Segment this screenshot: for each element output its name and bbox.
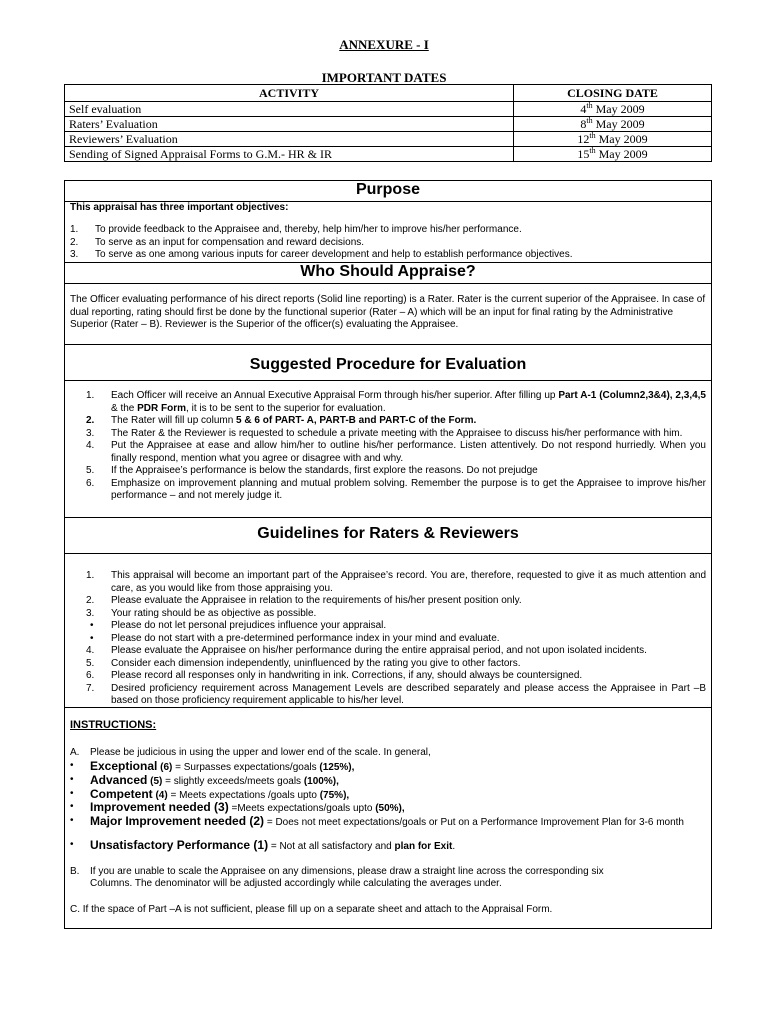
date-suffix: th (586, 101, 593, 110)
date-day: 15 (577, 147, 590, 161)
item-text (90, 801, 706, 815)
scale-label: Unsatisfactory Performance (90, 838, 251, 852)
table-row (65, 132, 712, 147)
bold-text: PDR Form (137, 402, 187, 414)
scale-desc: = slightly exceeds/meets goals (162, 776, 304, 787)
item-text: Please evaluate the Appraisee in relation to the requirements of his/her present position only. (111, 595, 522, 606)
item-text (111, 415, 706, 428)
item-text: Please do not start with a pre-determined performance index in your mind and evaluate. (111, 632, 500, 644)
list-item (86, 478, 706, 503)
item-text: Please evaluate the Appraisee on his/her performance during the entire appraisal period, and not upon isolated incidents. (111, 645, 647, 656)
list-item (86, 595, 706, 608)
closing-date-cell (514, 147, 712, 162)
item-text: Please be judicious in using the upper and lower end of the scale. In general, (90, 747, 431, 758)
list-item (86, 658, 706, 671)
activity-cell: Self evaluation (65, 102, 514, 117)
scale-item-exceptional (70, 760, 706, 774)
list-item (86, 440, 706, 465)
scale-label: Improvement needed (90, 800, 211, 814)
item-text (90, 839, 706, 853)
list-item (86, 608, 706, 621)
item-text: C. If the space of Part –A is not sufficient, please fill up on a separate sheet and attach to the Appraisal Form. (70, 904, 553, 915)
instruction-b (70, 866, 706, 878)
date-month-year: May 2009 (595, 132, 648, 146)
closing-date-header: CLOSING DATE (514, 85, 712, 102)
item-number: 1. (86, 570, 95, 581)
scale-desc: = Meets expectations /goals upto (167, 790, 320, 801)
item-text: To serve as one among various inputs for career development and help to establish performance objectives. (95, 249, 573, 260)
important-dates-title: IMPORTANT DATES (321, 70, 447, 85)
list-item (86, 415, 706, 428)
bold-text: Part A-1 (Column2,3&4), 2,3,4,5 (558, 390, 706, 401)
divider (64, 344, 712, 345)
list-item (86, 620, 706, 633)
bullet: • (70, 788, 74, 799)
item-text (111, 390, 706, 415)
table-header-row (65, 85, 712, 102)
date-day: 4 (580, 102, 587, 116)
instruction-a (70, 747, 706, 759)
scale-pct: plan for Exit (394, 841, 453, 852)
divider (64, 517, 712, 518)
item-number: 2. (86, 595, 95, 606)
item-text: The Rater & the Reviewer is requested to schedule a private meeting with the Appraisee to discuss his/her performance with him. (111, 427, 683, 439)
purpose-title: Purpose (355, 181, 420, 198)
scale-desc: = Not at all satisfactory and (268, 841, 395, 852)
item-text (90, 760, 706, 774)
scale-item-advanced (70, 774, 706, 788)
activity-cell: Raters’ Evaluation (65, 117, 514, 132)
date-suffix: th (589, 146, 596, 155)
closing-date-cell (514, 117, 712, 132)
list-item (86, 670, 706, 683)
date-suffix: th (589, 131, 596, 140)
item-text: To serve as an input for compensation and reward decisions. (95, 236, 365, 248)
scale-code: (6) (157, 762, 173, 773)
item-text: Emphasize on improvement planning and mutual problem solving. Remember the purpose is to get the Appraisee to improve his/her performance – and not merely judge it. (111, 477, 706, 501)
bullet: • (70, 801, 74, 812)
list-item (86, 428, 706, 441)
closing-date-cell (514, 102, 712, 117)
date-day: 12 (577, 132, 590, 146)
scale-label: Exceptional (90, 759, 158, 773)
text-part: The Rater will fill up column (111, 415, 237, 426)
bullet: • (90, 620, 94, 631)
text-part: & the (111, 402, 138, 414)
scale-desc: = Surpasses expectations/goals (172, 762, 320, 773)
table-row (65, 147, 712, 162)
item-text: Please do not let personal prejudices influence your appraisal. (111, 620, 387, 631)
list-item (86, 390, 706, 415)
item-text: If you are unable to scale the Appraisee on any dimensions, please draw a straight line across the corresponding six (90, 866, 604, 877)
list-item (86, 683, 706, 708)
text-part: Each Officer will receive an Annual Executive Appraisal Form through his/her superior. After filling up (111, 390, 559, 401)
bullet: • (90, 632, 94, 644)
procedure-list (86, 390, 706, 503)
divider (64, 553, 712, 554)
date-suffix: th (586, 116, 593, 125)
item-number: 4. (86, 440, 95, 451)
item-text: Consider each dimension independently, uninfluenced by the rating you give to other factors. (111, 657, 521, 669)
guidelines-title: Guidelines for Raters & Reviewers (257, 525, 519, 542)
item-number: 3. (86, 607, 95, 619)
table-row (65, 117, 712, 132)
instruction-c (70, 904, 706, 916)
item-number: 5. (86, 657, 95, 669)
bullet: • (70, 774, 74, 785)
divider (64, 380, 712, 381)
scale-label: Competent (90, 787, 153, 801)
list-item (86, 570, 706, 595)
closing-date-cell (514, 132, 712, 147)
who-should-appraise-title: Who Should Appraise? (300, 263, 476, 280)
item-text: Desired proficiency requirement across Management Levels are described separately and please access the Appraisee in Part –B based on those proficiency requirement applicable to his/her level. (111, 682, 706, 706)
list-item (86, 633, 706, 646)
scale-pct: (100%), (303, 776, 339, 787)
item-number: 4. (86, 645, 95, 656)
table-row (65, 102, 712, 117)
date-day: 8 (580, 117, 587, 131)
scale-pct: (50%), (375, 803, 405, 814)
scale-desc: = Does not meet expectations/goals or Put on a Performance Improvement Plan for 3-6 month (264, 817, 684, 828)
annexure-title: ANNEXURE - I (339, 37, 429, 52)
bullet: • (70, 839, 74, 850)
item-marker: A. (70, 747, 80, 758)
bullet: • (70, 760, 74, 771)
item-number: 1. (70, 224, 79, 235)
scale-label: Advanced (90, 773, 148, 787)
item-text: Put the Appraisee at ease and allow him/her to outline his/her performance. Listen attentively. Do not respond hurriedly. When you finally respond, mention what you agree or disagree with and why. (111, 440, 706, 464)
activity-header: ACTIVITY (65, 85, 514, 102)
scale-item-unsatisfactory-performance (70, 839, 706, 853)
item-number: 1. (86, 390, 95, 401)
activity-cell: Reviewers’ Evaluation (65, 132, 514, 147)
scale-item-major-improvement-needed (70, 815, 706, 829)
important-dates-table (64, 84, 712, 162)
bold-text: 5 & 6 of PART- A, PART-B and PART-C of the Form. (236, 415, 477, 426)
item-number: 2. (70, 236, 79, 248)
list-item (86, 465, 706, 478)
scale-code: (2) (246, 814, 265, 828)
item-number: 7. (86, 682, 95, 694)
item-number: 5. (86, 465, 95, 476)
item-number: 3. (86, 427, 95, 439)
date-month-year: May 2009 (592, 102, 645, 116)
scale-code: (1) (250, 838, 269, 852)
divider (64, 283, 712, 284)
procedure-title: Suggested Procedure for Evaluation (249, 356, 527, 373)
list-item (86, 645, 706, 658)
item-text (90, 774, 706, 788)
item-text: If the Appraisee’s performance is below the standards, first explore the reasons. Do not prejudge (111, 465, 538, 476)
item-number: 6. (86, 670, 95, 681)
who-should-appraise-text: The Officer evaluating performance of his direct reports (Solid line reporting) is a Rater. Rater is the current superior of the Appraisee. In case of dual reporting, rating should first be done by the functional superior (Rater – A) which will be an input for final rating by the Administrative Superior (Rater – B). Reviewer is the Superior of the officer(s) evaluating the Appraisee. (70, 294, 706, 330)
scale-desc: =Meets expectations/goals upto (228, 803, 376, 814)
purpose-lead: This appraisal has three important objectives: (70, 202, 289, 213)
list-item (70, 249, 706, 262)
item-text: This appraisal will become an important part of the Appraisee’s record. You are, therefore, requested to give it as much attention and care, as you would like from those appraising you. (111, 570, 706, 594)
bullet: • (70, 815, 74, 826)
item-text: Your rating should be as objective as possible. (111, 607, 317, 619)
purpose-list (70, 224, 706, 262)
date-month-year: May 2009 (595, 147, 648, 161)
text-part: , it is to be sent to the superior for evaluation. (186, 402, 386, 414)
item-text: To provide feedback to the Appraisee and, thereby, help him/her to improve his/her performance. (95, 224, 522, 235)
item-text: Columns. The denominator will be adjusted accordingly while calculating the averages under. (90, 878, 502, 889)
scale-after: . (452, 841, 456, 852)
activity-cell: Sending of Signed Appraisal Forms to G.M.- HR & IR (65, 147, 514, 162)
scale-pct: (125%), (319, 762, 355, 773)
guidelines-list (86, 570, 706, 708)
date-month-year: May 2009 (592, 117, 645, 131)
item-number: 2. (86, 415, 95, 426)
item-text: Please record all responses only in handwriting in ink. Corrections, if any, should always be countersigned. (111, 670, 583, 681)
list-item (70, 224, 706, 237)
scale-code: (4) (152, 790, 168, 801)
item-marker: B. (70, 866, 80, 877)
item-number: 6. (86, 477, 95, 489)
item-text (90, 815, 706, 829)
scale-label: Major Improvement needed (90, 814, 247, 828)
instructions-title: INSTRUCTIONS: (70, 719, 157, 731)
scale-pct: (75%), (319, 790, 350, 801)
scale-item-improvement-needed (70, 801, 706, 815)
scale-code: (5) (147, 776, 163, 787)
item-number: 3. (70, 249, 79, 260)
instruction-b-continued (90, 878, 706, 890)
scale-code: (3) (210, 800, 229, 814)
list-item (70, 237, 706, 250)
